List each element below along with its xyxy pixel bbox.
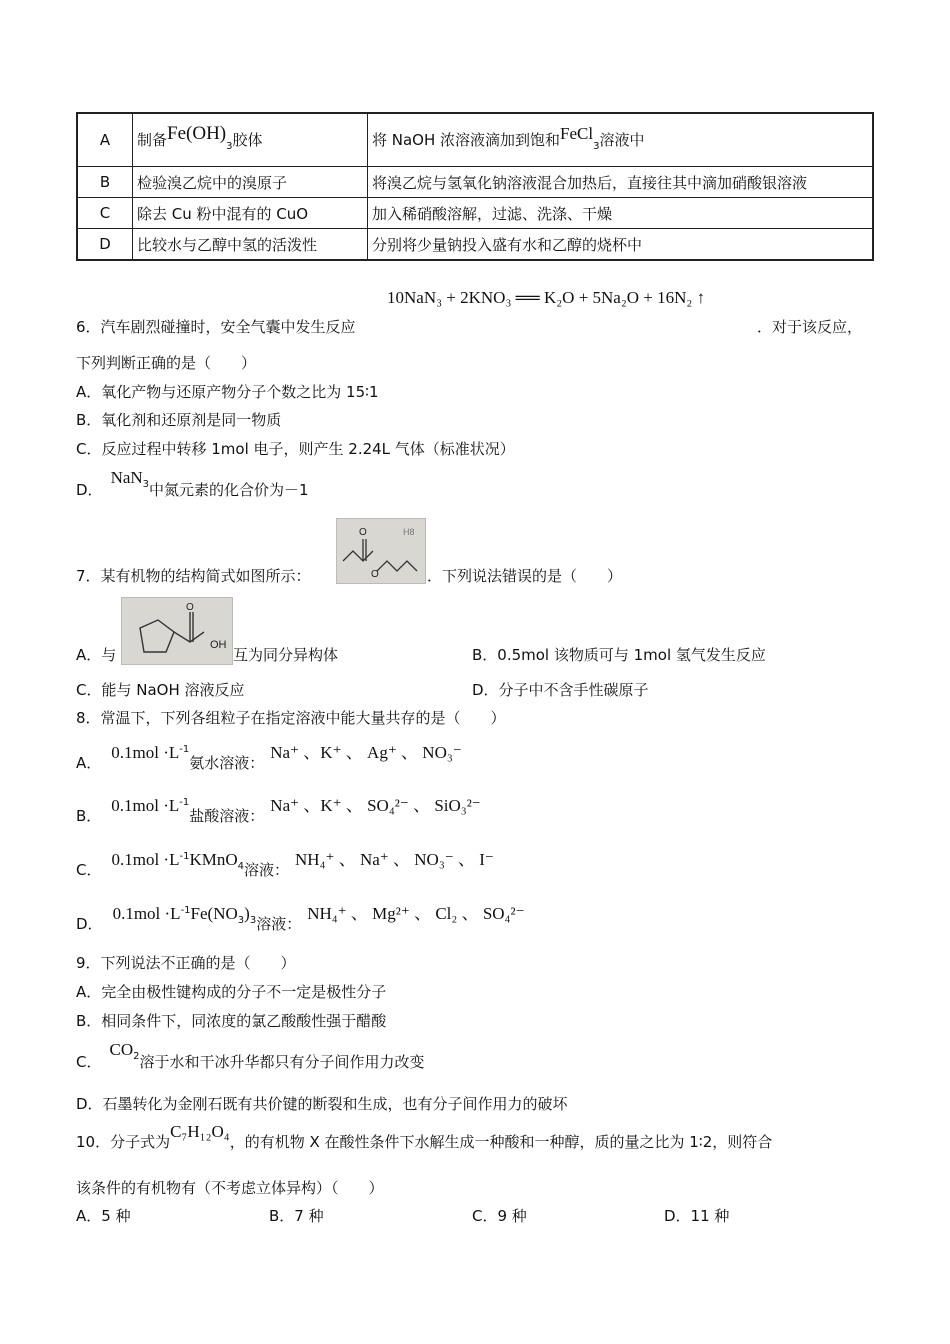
q6-equation: 10NaN₃ + 2KNO₃ ══ K₂O + 5Na₂O + 16N₂ ↑ — [387, 288, 706, 307]
q6-stem: 6．汽车剧烈碰撞时，安全气囊中发生反应 — [76, 318, 356, 336]
table-row: B 检验溴乙烷中的溴原子 将溴乙烷与氢氧化钠溶液混合加热后，直接往其中滴加硝酸银溶液 — [77, 167, 873, 198]
structure-image-ester — [336, 518, 426, 584]
svg-text:OH: OH — [210, 639, 227, 651]
q7-option-a: A．与 — [76, 646, 117, 664]
svg-text:H8: H8 — [403, 527, 415, 537]
q7-option-a-end: 互为同分异构体 — [233, 646, 339, 664]
svg-text:O: O — [359, 527, 367, 538]
table-row: D 比较水与乙醇中氢的活泼性 分别将少量钠投入盛有水和乙醇的烧杯中 — [77, 229, 873, 261]
q8-stem: 8．常温下，下列各组粒子在指定溶液中能大量共存的是（ ） — [76, 709, 506, 727]
q7-option-d: D．分子中不含手性碳原子 — [472, 681, 649, 699]
q6-option-b: B．氧化剂和还原剂是同一物质 — [76, 411, 282, 429]
svg-text:O: O — [186, 602, 194, 613]
q7-option-b: B．0.5mol 该物质可与 1mol 氢气发生反应 — [472, 646, 766, 664]
q7-stem: 7．某有机物的结构简式如图所示： — [76, 567, 311, 585]
row-purpose: 制备$Fe(OH)_3$胶体 — [133, 113, 368, 167]
table-row: C 除去 Cu 粉中混有的 CuO 加入稀硝酸溶解，过滤、洗涤、干燥 — [77, 198, 873, 229]
q6-stem-line2: 下列判断正确的是（ ） — [76, 354, 257, 372]
table-row — [77, 113, 873, 167]
q9-option-b: B．相同条件下，同浓度的氯乙酸酸性强于醋酸 — [76, 1012, 387, 1030]
q10-stem: 10．分子式为C₇H₁₂O₄，的有机物 X 在酸性条件下水解生成一种酸和一种醇，质的量之比为 1∶2，则符合 — [76, 1122, 773, 1151]
row-label: A — [77, 113, 133, 167]
q9-stem: 9．下列说法不正确的是（ ） — [76, 954, 296, 972]
q10-option-a: A．5 种 — [76, 1207, 131, 1225]
q10-stem-line2: 该条件的有机物有（不考虑立体异构）（ ） — [76, 1179, 384, 1197]
q8-option-a: A．$0.1mol \cdot L^{-1}$氨水溶液：Na⁺ 、K⁺ 、 Ag⁺ 、 NO₃⁻ — [76, 743, 462, 772]
cyclopentyl-acetic-acid-icon — [122, 598, 232, 664]
q8-option-d: D．$0.1mol \cdot L^{-1}Fe(NO_3)_3$溶液：NH₄⁺ 、 Mg²⁺ 、 Cl₂ 、 SO₄²⁻ — [76, 904, 525, 933]
q6-option-a: A．氧化产物与还原产物分子个数之比为 15∶1 — [76, 383, 379, 401]
q6-option-d: D．NaN$_3$中氮元素的化合价为－1 — [76, 468, 309, 499]
q10-option-d: D．11 种 — [664, 1207, 730, 1225]
options-table — [76, 112, 874, 261]
q8-option-b: B．$0.1mol \cdot L^{-1}$盐酸溶液：Na⁺ 、K⁺ 、 SO₄²⁻ 、 SiO₃²⁻ — [76, 796, 481, 825]
row-operation: 将 NaOH 浓溶液滴加到饱和FeCl$_3$溶液中 — [368, 113, 874, 167]
q7-stem-end: ．下列说法错误的是（ ） — [427, 567, 623, 585]
ester-structure-icon — [337, 519, 425, 583]
q9-option-a: A．完全由极性键构成的分子不一定是极性分子 — [76, 983, 387, 1001]
q7-option-c: C．能与 NaOH 溶液反应 — [76, 681, 245, 699]
q10-option-c: C．9 种 — [472, 1207, 527, 1225]
q9-option-d: D．石墨转化为金刚石既有共价键的断裂和生成，也有分子间作用力的破坏 — [76, 1095, 568, 1113]
q6-stem-end: ．对于该反应， — [757, 318, 863, 336]
q6-option-c: C．反应过程中转移 1mol 电子，则产生 2.24L 气体（标准状况） — [76, 440, 515, 458]
q10-option-b: B．7 种 — [269, 1207, 324, 1225]
svg-text:O: O — [371, 569, 379, 580]
q8-option-c: C．$0.1mol \cdot L^{-1}KMnO_4$溶液：NH₄⁺ 、 Na⁺ 、 NO₃⁻ 、 I⁻ — [76, 850, 494, 879]
q9-option-c: C．$CO_2$溶于水和干冰升华都只有分子间作用力改变 — [76, 1040, 425, 1071]
structure-image-acid — [121, 597, 233, 665]
